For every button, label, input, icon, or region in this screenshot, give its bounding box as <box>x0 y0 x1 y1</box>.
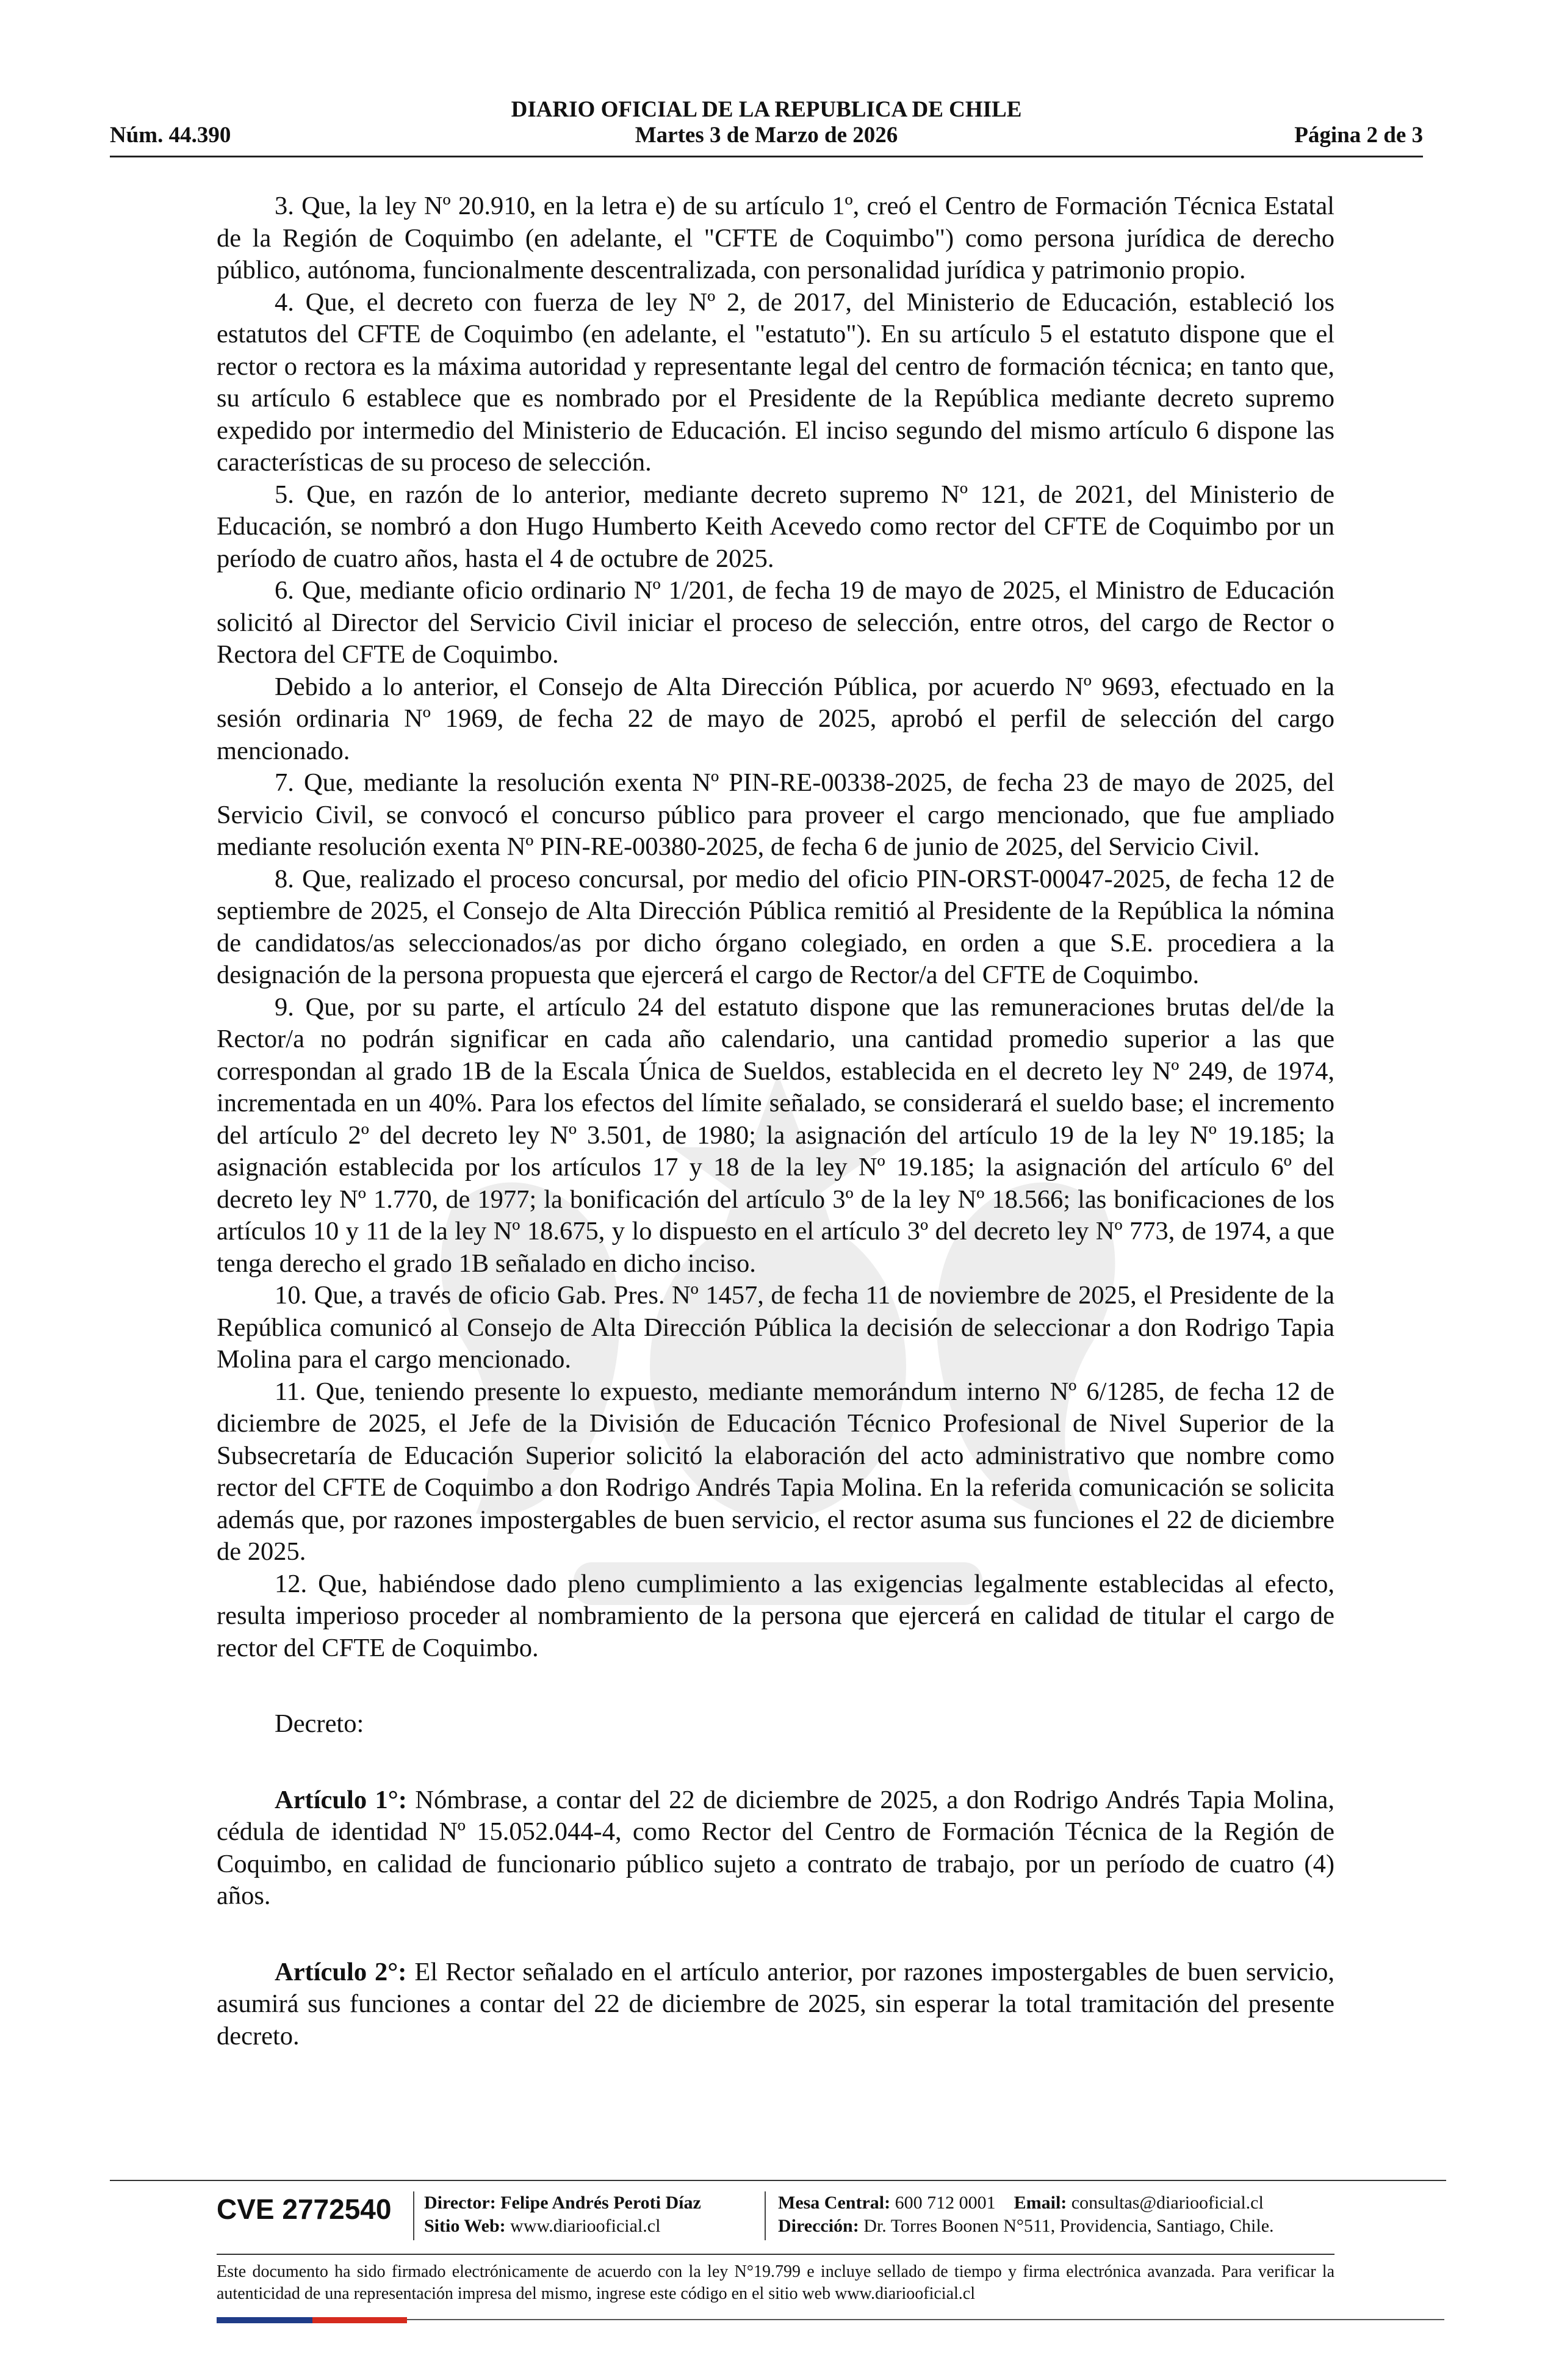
address-label: Dirección: <box>778 2216 859 2236</box>
email-link[interactable]: consultas@diariooficial.cl <box>1071 2193 1264 2213</box>
director-label: Director: <box>424 2193 496 2213</box>
website-link[interactable]: www.diariooficial.cl <box>510 2216 661 2236</box>
footer-divider-top <box>110 2180 1446 2181</box>
recital-paragraph: 5. Que, en razón de lo anterior, mediante decreto supremo Nº 121, de 2021, del Ministerio de Educación, se nombró a don Hugo Humberto Keith Acevedo como rector del CFTE de Coquimbo por un período de cuatro años, hasta el 4 de octubre de 2025. <box>217 480 1334 573</box>
article-2 <box>217 1956 1334 2053</box>
footer-divider-bottom <box>217 2254 1334 2255</box>
email-label: Email: <box>1014 2193 1067 2213</box>
footer-separator <box>765 2191 766 2240</box>
director-name: Felipe Andrés Peroti Díaz <box>500 2193 701 2213</box>
recital-paragraph: Debido a lo anterior, el Consejo de Alta Dirección Pública, por acuerdo Nº 9693, efectuado en la sesión ordinaria Nº 1969, de fecha 22 de mayo de 2025, aprobó el perfil de selección del cargo mencionado. <box>217 672 1334 765</box>
footer-director-block <box>424 2191 701 2238</box>
page-footer <box>217 2188 1334 2249</box>
recital-paragraph: 3. Que, la ley Nº 20.910, en la letra e) de su artículo 1º, creó el Centro de Formación Técnica Estatal de la Región de Coquimbo (en adelante, el "CFTE de Coquimbo") como persona jurídica de derecho público, autónoma, funcionalmente descentralizada, con personalidad jurídica y patrimonio propio. <box>217 192 1334 284</box>
document-body <box>217 190 1334 2052</box>
footer-contact-block <box>778 2191 1274 2238</box>
article-1 <box>217 1784 1334 1913</box>
recital-paragraph: 4. Que, el decreto con fuerza de ley Nº 2, de 2017, del Ministerio de Educación, estableció los estatutos del CFTE de Coquimbo (en adelante, el "estatuto"). En su artículo 5 el estatuto dispone que el rector o rectora es la máxima autoridad y representante legal del centro de formación técnica; en tanto que, su artículo 6 establece que es nombrado por el Presidente de la República mediante decreto supremo expedido por intermedio del Ministerio de Educación. El inciso segundo del mismo artículo 6 dispone las características de su proceso de selección. <box>217 287 1334 477</box>
article-1-text: Nómbrase, a contar del 22 de diciembre de 2025, a don Rodrigo Andrés Tapia Molina, cédula de identidad Nº 15.052.044-4, como Rector del Centro de Formación Técnica de la Región de Coquimbo, en calidad de funcionario público sujeto a contrato de trabajo, por un período de cuatro (4) años. <box>217 1785 1334 1910</box>
phone-label: Mesa Central: <box>778 2193 891 2213</box>
issue-number: Núm. 44.390 <box>110 123 231 148</box>
page-indicator: Página 2 de 3 <box>1294 123 1423 148</box>
website-label: Sitio Web: <box>424 2216 506 2236</box>
recital-paragraph: 11. Que, teniendo presente lo expuesto, mediante memorándum interno Nº 6/1285, de fecha 12 de diciembre de 2025, el Jefe de la División de Educación Técnico Profesional de Nivel Superior de la Subsecretaría de Educación Superior solicitó la elaboración del acto administrativo que nombre como rector del CFTE de Coquimbo a don Rodrigo Andrés Tapia Molina. En la referida comunicación se solicita además que, por razones impostergables de buen servicio, el rector asuma sus funciones el 22 de diciembre de 2025. <box>217 1377 1334 1566</box>
article-1-label: Artículo 1°: <box>275 1785 407 1814</box>
cve-code: CVE 2772540 <box>217 2193 392 2225</box>
legal-notice: Este documento ha sido firmado electrónicamente de acuerdo con la ley N°19.799 e incluye sellado de tiempo y firma electrónica avanzada. Para verificar la autenticidad de una representación impresa del mismo, ingrese este código en el sitio web www.diariooficial.cl <box>217 2262 1334 2303</box>
flag-stripe-red <box>312 2317 407 2323</box>
issue-date: Martes 3 de Marzo de 2026 <box>635 123 898 148</box>
recital-paragraph: 6. Que, mediante oficio ordinario Nº 1/201, de fecha 19 de mayo de 2025, el Ministro de Educación solicitó al Director del Servicio Civil iniciar el proceso de selección, entre otros, del cargo de Rector o Rectora del CFTE de Coquimbo. <box>217 576 1334 669</box>
flag-stripe-blue <box>217 2317 312 2323</box>
recital-paragraph: 12. Que, habiéndose dado pleno cumplimiento a las exigencias legalmente establecidas al efecto, resulta imperioso proceder al nombramiento de la persona que ejercerá en calidad de titular el cargo de rector del CFTE de Coquimbo. <box>217 1569 1334 1662</box>
recital-paragraph: 10. Que, a través de oficio Gab. Pres. Nº 1457, de fecha 11 de noviembre de 2025, el Presidente de la República comunicó al Consejo de Alta Dirección Pública la decisión de seleccionar a don Rodrigo Tapia Molina para el cargo mencionado. <box>217 1281 1334 1374</box>
article-2-text: El Rector señalado en el artículo anterior, por razones impostergables de buen servicio, asumirá sus funciones a contar del 22 de diciembre de 2025, sin esperar la total tramitación del presente decreto. <box>217 1957 1334 2050</box>
phone-number: 600 712 0001 <box>895 2193 996 2213</box>
footer-separator <box>413 2191 414 2240</box>
recital-paragraph: 9. Que, por su parte, el artículo 24 del estatuto dispone que las remuneraciones brutas del/de la Rector/a no podrán significar en cada año calendario, una cantidad promedio superior a las que correspondan al grado 1B de la Escala Única de Sueldos, establecida en el decreto ley Nº 249, de 1974, incrementada en un 40%. Para los efectos del límite señalado, se considerará el sueldo base; el incremento del artículo 2º del decreto ley Nº 3.501, de 1980; la asignación del artículo 19 de la ley Nº 19.185; la asignación establecida por los artículos 17 y 18 de la ley Nº 19.185; la asignación del artículo 6º del decreto ley Nº 1.770, de 1977; la bonificación del artículo 3º de la ley Nº 18.566; las bonificaciones de los artículos 10 y 11 de la ley Nº 18.675, y lo dispuesto en el artículo 3º del decreto ley Nº 773, de 1974, a que tenga derecho el grado 1B señalado en dicho inciso. <box>217 992 1334 1278</box>
footer-bottom-line <box>407 2319 1444 2320</box>
address-text: Dr. Torres Boonen N°511, Providencia, Santiago, Chile. <box>863 2216 1274 2236</box>
publication-title: DIARIO OFICIAL DE LA REPUBLICA DE CHILE <box>511 97 1022 122</box>
decree-label: Decreto: <box>275 1709 364 1738</box>
page-header <box>110 92 1423 153</box>
article-2-label: Artículo 2°: <box>275 1957 407 1986</box>
header-divider <box>110 156 1423 157</box>
recital-paragraph: 7. Que, mediante la resolución exenta Nº PIN-RE-00338-2025, de fecha 23 de mayo de 2025, del Servicio Civil, se convocó el concurso público para proveer el cargo mencionado, que fue ampliado mediante resolución exenta Nº PIN-RE-00380-2025, de fecha 6 de junio de 2025, del Servicio Civil. <box>217 768 1334 861</box>
recital-paragraph: 8. Que, realizado el proceso concursal, por medio del oficio PIN-ORST-00047-2025, de fecha 12 de septiembre de 2025, el Consejo de Alta Dirección Pública remitió al Presidente de la República la nómina de candidatos/as seleccionados/as por dicho órgano colegiado, en orden a que S.E. procediera a la designación de la persona propuesta que ejercerá el cargo de Rector/a del CFTE de Coquimbo. <box>217 864 1334 989</box>
